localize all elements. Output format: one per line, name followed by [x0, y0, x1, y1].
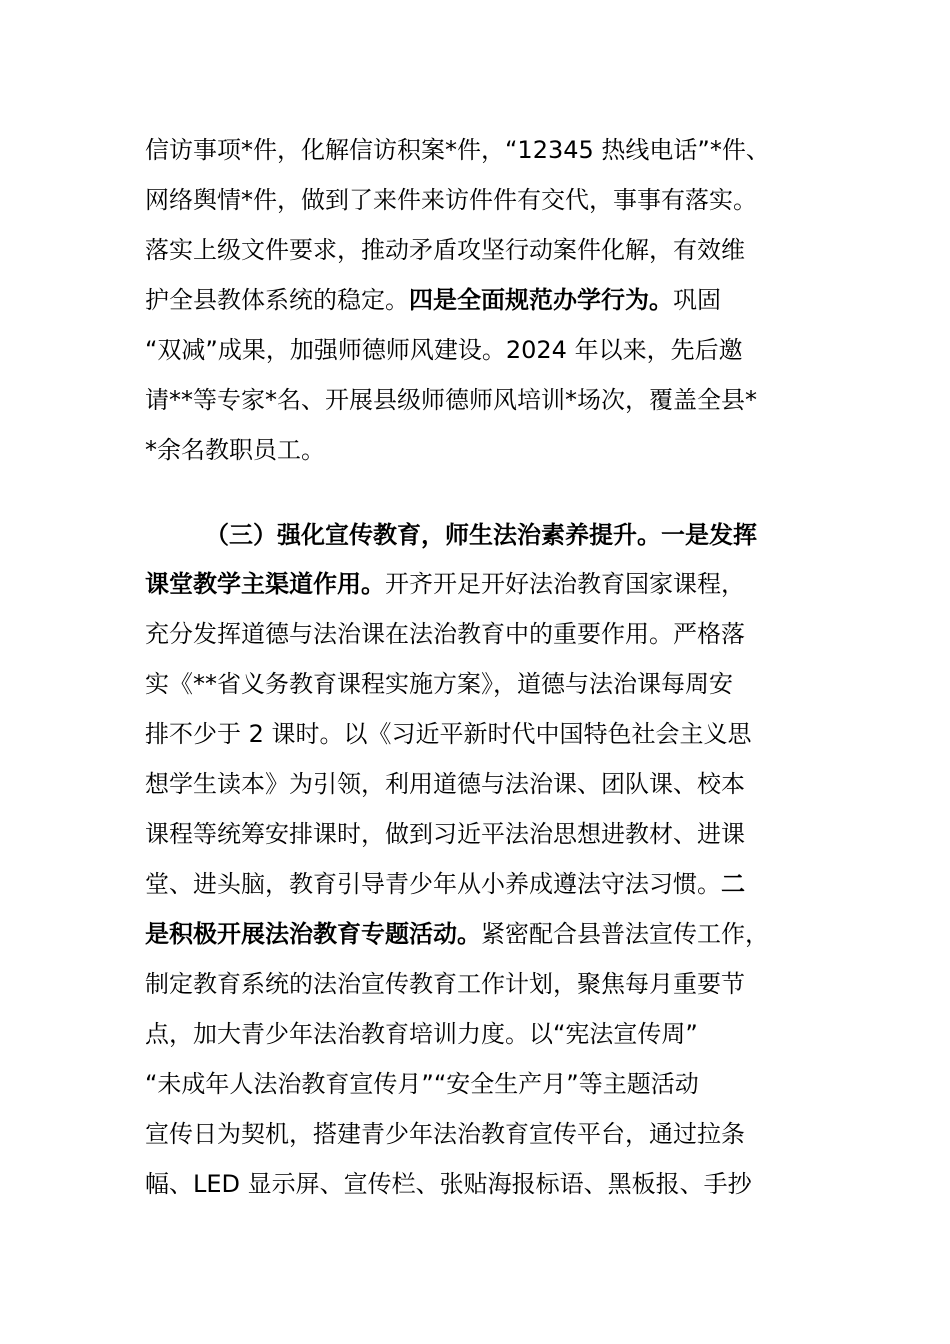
- section-heading: （三）强化宣传教育，师生法治素养提升。一是发挥: [205, 521, 757, 549]
- bold-heading-run: 课堂教学主渠道作用。: [145, 570, 385, 598]
- text-line: [145, 868, 745, 900]
- text-line: 排不少于 2 课时。以《习近平新时代中国特色社会主义思: [145, 720, 752, 748]
- bold-heading-run: 二: [721, 870, 745, 898]
- text-line: 想学生读本》为引领，利用道德与法治课、团队课、校本: [145, 770, 745, 798]
- text-line: “未成年人法治教育宣传月”“安全生产月”等主题活动: [145, 1070, 699, 1098]
- text-line: “双减”成果，加强师德师风建设。2024 年以来，先后邀: [145, 336, 743, 364]
- text-line: 信访事项*件，化解信访积案*件，“12345 热线电话”*件、: [145, 136, 770, 164]
- text-line: 实《**省义务教育课程实施方案》，道德与法治课每周安: [145, 670, 733, 698]
- text-line: 充分发挥道德与法治课在法治教育中的重要作用。严格落: [145, 620, 745, 648]
- text-line: [145, 284, 721, 316]
- text-line: 制定教育系统的法治宣传教育工作计划，聚焦每月重要节: [145, 970, 745, 998]
- text-line: 落实上级文件要求，推动矛盾攻坚行动案件化解，有效维: [145, 236, 745, 264]
- text-run: 紧密配合县普法宣传工作，: [481, 920, 769, 948]
- bold-heading-run: 四是全面规范办学行为。: [409, 286, 673, 314]
- text-run: 巩固: [673, 286, 721, 314]
- text-line: [145, 918, 769, 950]
- text-line: 课程等统筹安排课时，做到习近平法治思想进教材、进课: [145, 820, 745, 848]
- text-run: 堂、进头脑，教育引导青少年从小养成遵法守法习惯。: [145, 870, 721, 898]
- text-line: [145, 568, 745, 600]
- text-line: 请**等专家*名、开展县级师德师风培训*场次，覆盖全县*: [145, 386, 757, 414]
- text-line: 网络舆情*件，做到了来件来访件件有交代，事事有落实。: [145, 186, 757, 214]
- text-run: 护全县教体系统的稳定。: [145, 286, 409, 314]
- bold-heading-run: 是积极开展法治教育专题活动。: [145, 920, 481, 948]
- text-line: *余名教职员工。: [145, 436, 325, 464]
- text-line: 幅、LED 显示屏、宣传栏、张贴海报标语、黑板报、手抄: [145, 1170, 752, 1198]
- text-run: 开齐开足开好法治教育国家课程，: [385, 570, 745, 598]
- text-line: 点，加大青少年法治教育培训力度。以“宪法宣传周”: [145, 1020, 698, 1048]
- text-line: 宣传日为契机，搭建青少年法治教育宣传平台，通过拉条: [145, 1120, 745, 1148]
